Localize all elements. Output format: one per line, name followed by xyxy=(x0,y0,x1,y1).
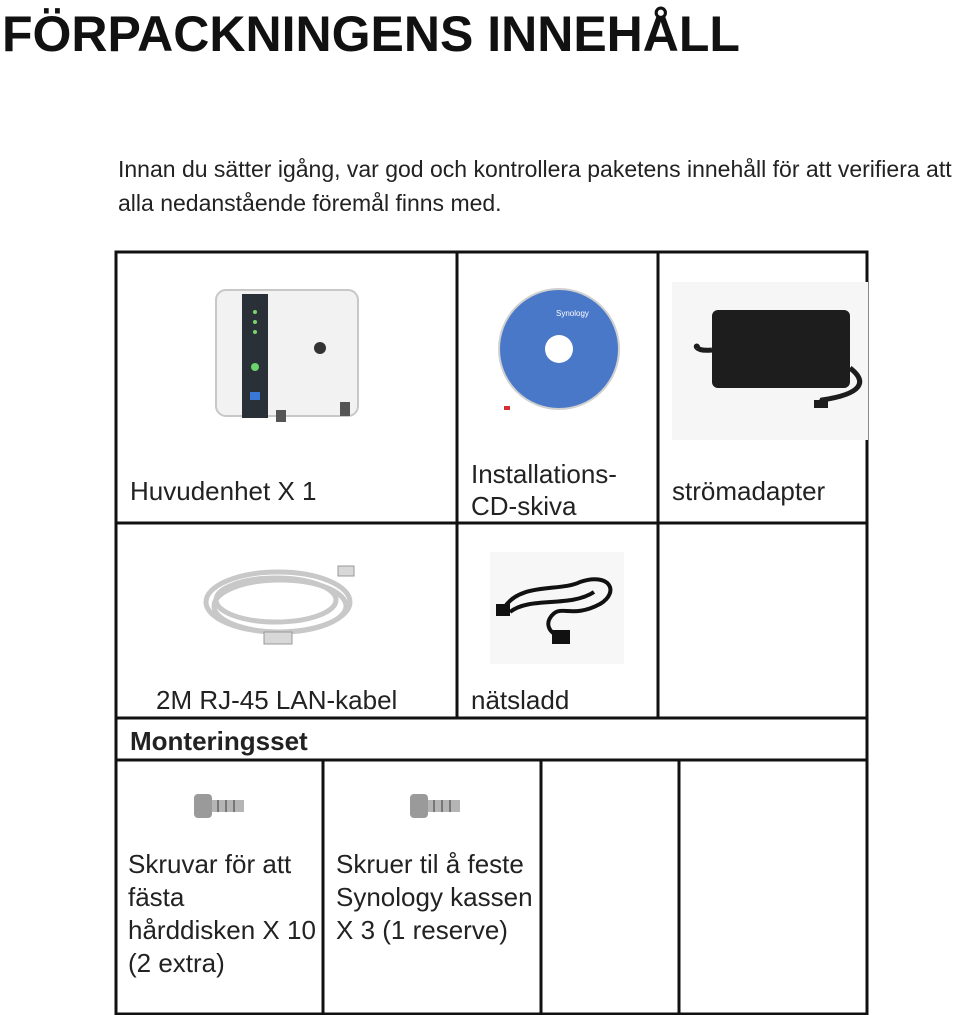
item-label-cd: Installations- CD-skiva xyxy=(471,459,617,521)
power-cord-image xyxy=(490,552,624,664)
power-adapter-image xyxy=(672,282,868,440)
item-label-lan-cable: 2M RJ-45 LAN-kabel xyxy=(156,685,398,715)
cd-brand-label: Synology xyxy=(556,309,589,318)
item-label-main-unit: Huvudenhet X 1 xyxy=(130,476,317,506)
intro-text: Innan du sätter igång, var god och kontrollera paketens innehåll för att verifiera att alla nedanstående föremål finns med. xyxy=(118,156,952,216)
lan-cable-image xyxy=(198,552,368,664)
mounting-heading: Monteringsset xyxy=(130,726,308,756)
item-label-power-cord: nätsladd xyxy=(471,685,570,715)
nas-unit-image xyxy=(212,282,362,424)
mounting-label-case-screws: Skruer til å feste Synology kassen X 3 (1 reserve) xyxy=(336,849,533,945)
screw-image xyxy=(408,790,464,822)
screw-image xyxy=(192,790,248,822)
mounting-label-hdd-screws: Skruvar för att fästa hårddisken X 10 (2 extra) xyxy=(128,849,316,978)
item-label-adapter: strömadapter xyxy=(672,476,826,506)
cd-image xyxy=(494,284,624,414)
page-title: FÖRPACKNINGENS INNEHÅLL xyxy=(2,6,740,62)
